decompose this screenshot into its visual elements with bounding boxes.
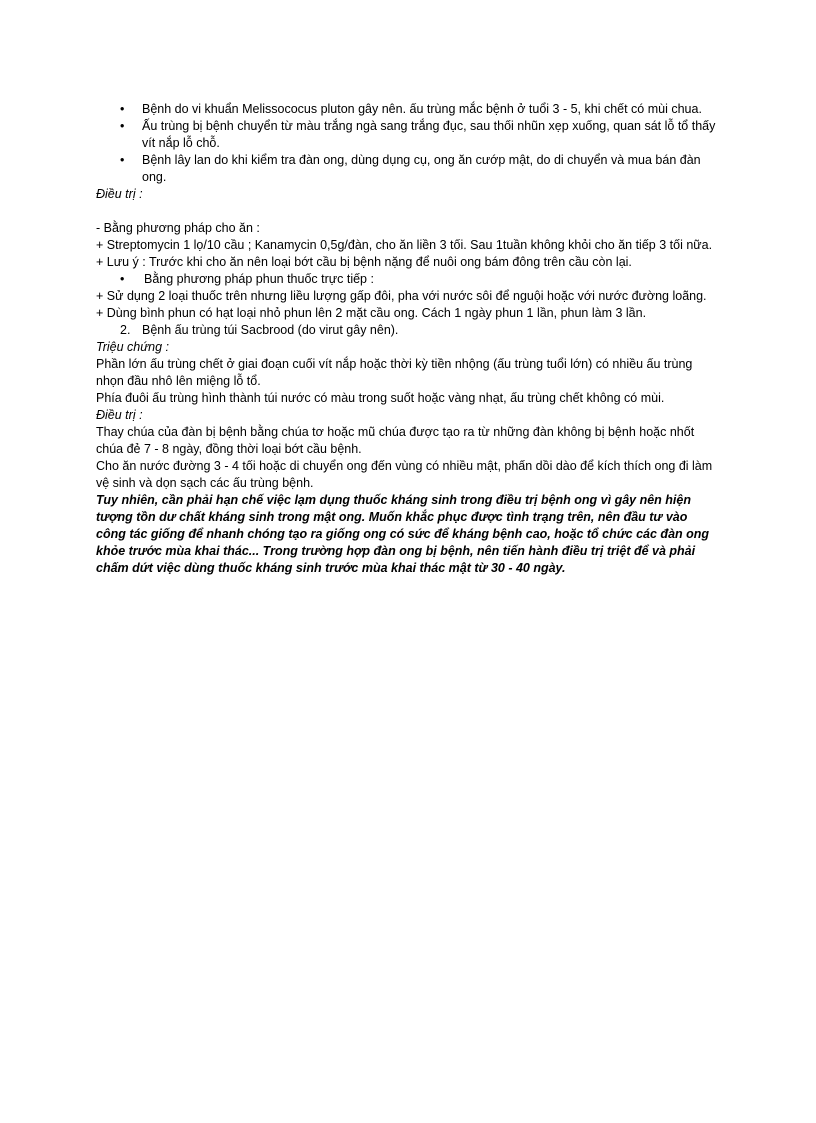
- spray-instruction: + Sử dụng 2 loại thuốc trên nhưng liều lượng gấp đôi, pha với nước sôi để nguội hoặc với nước đường loãng.: [96, 289, 707, 303]
- spray-schedule: + Dùng bình phun có hạt loại nhỏ phun lên 2 mặt cầu ong. Cách 1 ngày phun 1 lần, phun làm 3 lần.: [96, 306, 647, 320]
- list-item: • Ấu trùng bị bệnh chuyển từ màu trắng ngà sang trắng đục, sau thối nhũn xẹp xuống, quan sát lỗ tổ thấy vít nắp lỗ chỗ.: [120, 119, 716, 150]
- treatment-paragraph: Thay chúa của đàn bị bệnh bằng chúa tơ hoặc mũ chúa được tạo ra từ những đàn không bị bệnh hoặc nhốt chúa đẻ 7 - 8 ngày, đồng thời loại bớt cầu bệnh.: [96, 425, 695, 456]
- section-2-title: 2. Bệnh ấu trùng túi Sacbrood (do virut gây nên).: [120, 323, 399, 337]
- document-body: [96, 101, 720, 577]
- bullet-icon: •: [120, 153, 125, 167]
- feed-method-heading: - Bằng phương pháp cho ăn :: [96, 221, 260, 235]
- symptoms-heading: Triệu chứng :: [96, 340, 169, 354]
- treatment-paragraph: Cho ăn nước đường 3 - 4 tối hoặc di chuyển ong đến vùng có nhiều mật, phấn dồi dào để kích thích ong đi làm vệ sinh và dọn sạch các ấu trùng bệnh.: [96, 459, 713, 490]
- bullet-icon: •: [120, 119, 125, 133]
- symptom-paragraph: Phía đuôi ấu trùng hình thành túi nước có màu trong suốt hoặc vàng nhạt, ấu trùng chết không có mùi.: [96, 391, 665, 405]
- bullet-icon: •: [120, 102, 125, 116]
- list-item: • Bệnh lây lan do khi kiểm tra đàn ong, dùng dụng cụ, ong ăn cướp mật, do di chuyển và mua bán đàn ong.: [120, 153, 701, 184]
- feed-instruction: + Streptomycin 1 lọ/10 cầu ; Kanamycin 0,5g/đàn, cho ăn liền 3 tối. Sau 1tuần không khỏi cho ăn tiếp 3 tối nữa.: [96, 238, 713, 252]
- bullet-icon: •: [120, 272, 125, 286]
- treatment-heading: Điều trị :: [96, 187, 143, 201]
- feed-note: + Lưu ý : Trước khi cho ăn nên loại bớt cầu bị bệnh nặng để nuôi ong bám đông trên cầu còn lại.: [96, 255, 632, 269]
- section-number: 2.: [120, 323, 131, 337]
- treatment-heading-2: Điều trị :: [96, 408, 143, 422]
- blank-line: [96, 203, 720, 220]
- list-item: • Bệnh do vi khuẩn Melissococus pluton gây nên. ấu trùng mắc bệnh ở tuổi 3 - 5, khi chết có mùi chua.: [120, 102, 702, 116]
- symptom-paragraph: Phần lớn ấu trùng chết ở giai đoạn cuối vít nắp hoặc thời kỳ tiền nhộng (ấu trùng tuổi lớn) có nhiều ấu trùng nhọn đầu nhô lên miệng lỗ tổ.: [96, 357, 693, 388]
- symptom-bullet-list: [96, 101, 720, 186]
- conclusion-paragraph: Tuy nhiên, cần phải hạn chế việc lạm dụng thuốc kháng sinh trong điều trị bệnh ong vì gây nên hiện tượng tồn dư chất kháng sinh trong mật ong. Muốn khắc phục được tình trạng trên, nên đầu tư vào công tác giống để nhanh chóng tạo ra giống ong có sức để kháng bệnh cao, hoặc tổ chức các đàn ong khỏe trước mùa khai thác... Trong trường hợp đàn ong bị bệnh, nên tiến hành điều trị triệt để và phải chấm dứt việc dùng thuốc kháng sinh trước mùa khai thác mật từ 30 - 40 ngày.: [96, 493, 710, 575]
- spray-method-heading: • Bằng phương pháp phun thuốc trực tiếp :: [120, 272, 374, 286]
